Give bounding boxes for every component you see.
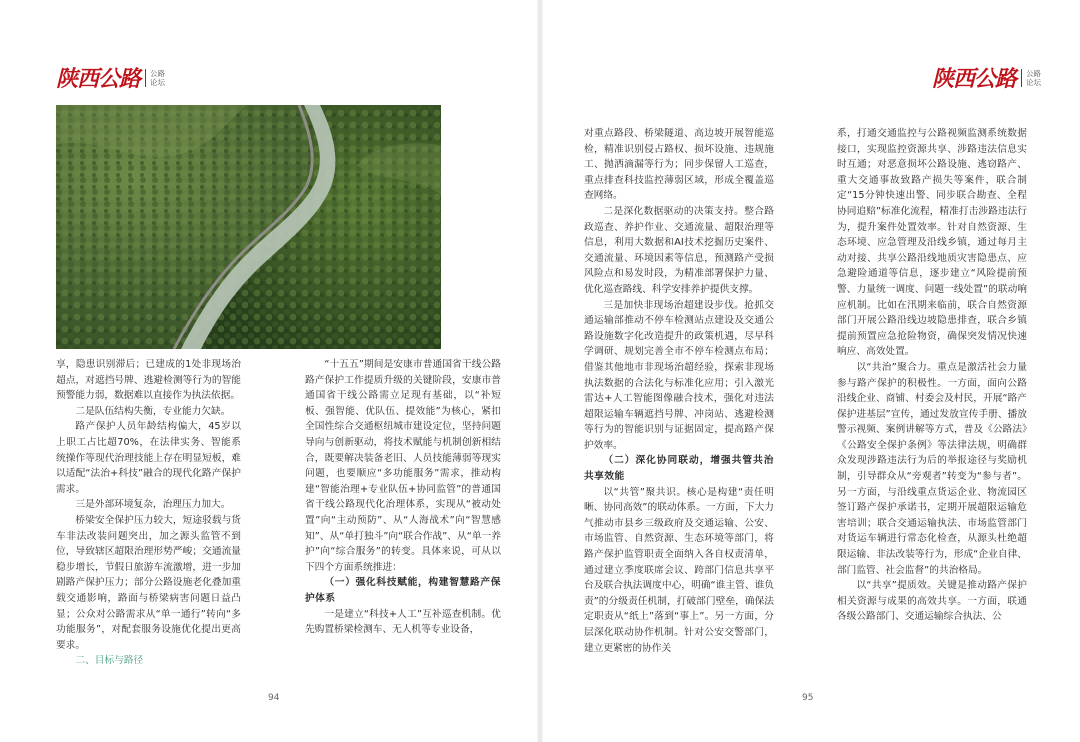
paragraph: 以“共管”聚共识。核心是构建“责任明晰、协同高效”的联动体系。一方面，下大力气推动市县乡三级政府及交通运输、公安、市场监管、自然资源、生态环境等部门，将路产保护监管职责全面纳入各自权责清单，通过建立季度联席会议、跨部门信息共享平台及联合执法调度中心，明确“谁主管、谁负责”的分级责任机制，打破部门壁垒，确保法定职责从“纸上”落到“事上”。另一方面，分层深化联动协作机制。针对公安交警部门，建立更紧密的协作关 bbox=[584, 486, 774, 654]
paragraph: 三是加快非现场治超建设步伐。抢抓交通运输部推动不停车检测站点建设及交通公路设施数字化改造提升的政策机遇，尽早科学调研、规划完善全市不停车检测点布局；借鉴其他地市非现场治超经验，探索非现场执法数据的合法化与标准化应用；引入激光雷达+人工智能图像融合技术，强化对违法超限运输车辆遮挡号牌、冲岗站、逃避检测等行为的智能识别与证据固定，提高路产保护效率。 bbox=[584, 299, 774, 451]
page-number-right: 95 bbox=[802, 693, 814, 703]
paragraph: 系，打通交通监控与公路视频监测系统数据接口，实现监控资源共享、涉路违法信息实时互通；对恶意损坏公路设施、逃窃路产、重大交通事故致路产损失等案件，联合制定“15分钟快速出警、同步联合勘查、全程协同追赔”标准化流程，精准打击涉路违法行为，提升案件处置效率。针对自然资源、生态环境、应急管理及沿线乡镇，通过每月主动对接、共享公路沿线地质灾害隐患点、应急避险通道等信息，逐步建立“风险提前预警、力量统一调度、问题一线处置”的联动响应机制。比如在汛期来临前，联合自然资源部门开展公路沿线边坡隐患排查，联合乡镇提前预置应急抢险物资，确保突发情况快速响应、高效处置。 bbox=[837, 128, 1027, 358]
brand-subtitle-line1: 公路 bbox=[150, 68, 166, 78]
text-column-1 bbox=[56, 357, 241, 669]
magazine-logo bbox=[56, 62, 165, 93]
right-page bbox=[540, 0, 1080, 742]
magazine-logo-right bbox=[932, 62, 1041, 93]
brand-name: 陕西公路 bbox=[56, 66, 141, 92]
text-column-3 bbox=[584, 126, 774, 656]
paragraph: 享，隐患识别滞后；已建成的1处非现场治超点，对遮挡号牌、逃避检测等行为的智能预警能力弱，数据难以直接作为执法依据。 bbox=[56, 359, 241, 402]
brand-subtitle-line2-right: 论坛 bbox=[1026, 77, 1042, 87]
brand-subtitle bbox=[145, 69, 165, 87]
brand-subtitle-right bbox=[1021, 69, 1041, 87]
brand-subtitle-line2: 论坛 bbox=[150, 77, 166, 87]
paragraph: 二是队伍结构失衡，专业能力欠缺。 bbox=[75, 405, 231, 417]
section-heading: 二、目标与路径 bbox=[75, 655, 144, 667]
brand-name-right: 陕西公路 bbox=[932, 66, 1017, 92]
paragraph: 三是外部环境复杂，治理压力加大。 bbox=[75, 499, 231, 511]
subsection-heading: （二）深化协同联动，增强共管共治共享效能 bbox=[584, 455, 774, 483]
paragraph: 以“共享”提质效。关键是推动路产保护相关资源与成果的高效共享。一方面，联通各级公路部门、交通运输综合执法、公 bbox=[837, 580, 1027, 623]
paragraph: 一是建立“科技+人工”互补巡查机制。优先购置桥梁检测车、无人机等专业设备， bbox=[305, 608, 501, 636]
brand-subtitle-line1-right: 公路 bbox=[1026, 68, 1042, 78]
paragraph: 以“共治”聚合力。重点是激活社会力量参与路产保护的积极性。一方面，面向公路沿线企业、商铺、村委会及村民，开展“路产保护进基层”宣传，通过发放宣传手册、播放警示视频、案例讲解等方式，普及《公路法》《公路安全保护条例》等法律法规，明确群众发现涉路违法行为后的举报途径与奖励机制，引导群众从“旁观者”转变为“参与者”。另一方面，与沿线重点货运企业、物流园区签订路产保护承诺书，定期开展超限运输危害培训；联合交通运输执法、市场监管部门对货运车辆进行常态化检查，从源头杜绝超限运输、非法改装等行为，形成“企业自律、部门监管、社会监督”的共治格局。 bbox=[837, 361, 1027, 576]
paragraph: 对重点路段、桥梁隧道、高边坡开展智能巡检，精准识别侵占路权、损坏设施、违规施工、抛洒滴漏等行为；同步保留人工巡查，重点排查科技监控薄弱区域，形成全覆盖巡查网络。 bbox=[584, 128, 774, 202]
paragraph: “十五五”期间是安康市普通国省干线公路路产保护工作提质升级的关键阶段，安康市普通国省干线公路需立足现有基础，以“补短板、强智能、优队伍、提效能”为核心，紧扣全国性综合交通枢纽城市建设定位，坚持问题导向与创新驱动，将技术赋能与机制创新相结合，既要解决装备老旧、人员技能薄弱等现实问题，也要顺应“多功能服务”需求，推动构建“智能治理+专业队伍+协同监管”的普通国省干线公路现代化治理体系，实现从“被动处置”向“主动预防”、从“人海战术”向“智慧感知”、从“单打独斗”向“联合作战”、从“单一养护”向“综合服务”的转变。具体来说，可从以下四个方面系统推进： bbox=[305, 359, 501, 573]
subsection-heading: （一）强化科技赋能，构建智慧路产保护体系 bbox=[305, 577, 501, 604]
text-column-2 bbox=[305, 357, 501, 638]
page-number-left: 94 bbox=[268, 693, 280, 703]
text-column-4 bbox=[837, 126, 1027, 625]
paragraph: 路产保护人员年龄结构偏大，45岁以上职工占比超70%，在法律实务、智能系统操作等现代治理技能上存在明显短板，难以适配“法治+科技”融合的现代化路产保护需求。 bbox=[56, 421, 241, 495]
aerial-mountain-road-photo bbox=[56, 105, 441, 349]
paragraph: 桥梁安全保护压力较大，短途驳载与货车非法改装问题突出，加之源头监管不到位，导致辖区超限治理形势严峻；交通流量稳步增长，节假日旅游车流激增，进一步加剧路产保护压力；部分公路设施老化叠加重载交通影响，路面与桥梁病害问题日益凸显；公众对公路需求从“单一通行”转向“多功能服务”，对配套服务设施优化提出更高要求。 bbox=[56, 514, 241, 651]
paragraph: 二是深化数据驱动的决策支持。整合路政巡查、养护作业、交通流量、超限治理等信息，利用大数据和AI技术挖掘历史案件、交通流量、环境因素等信息，预测路产受损风险点和易发时段，为精准部署保护力量、优化巡查路线、科学安排养护提供支撑。 bbox=[584, 205, 774, 295]
